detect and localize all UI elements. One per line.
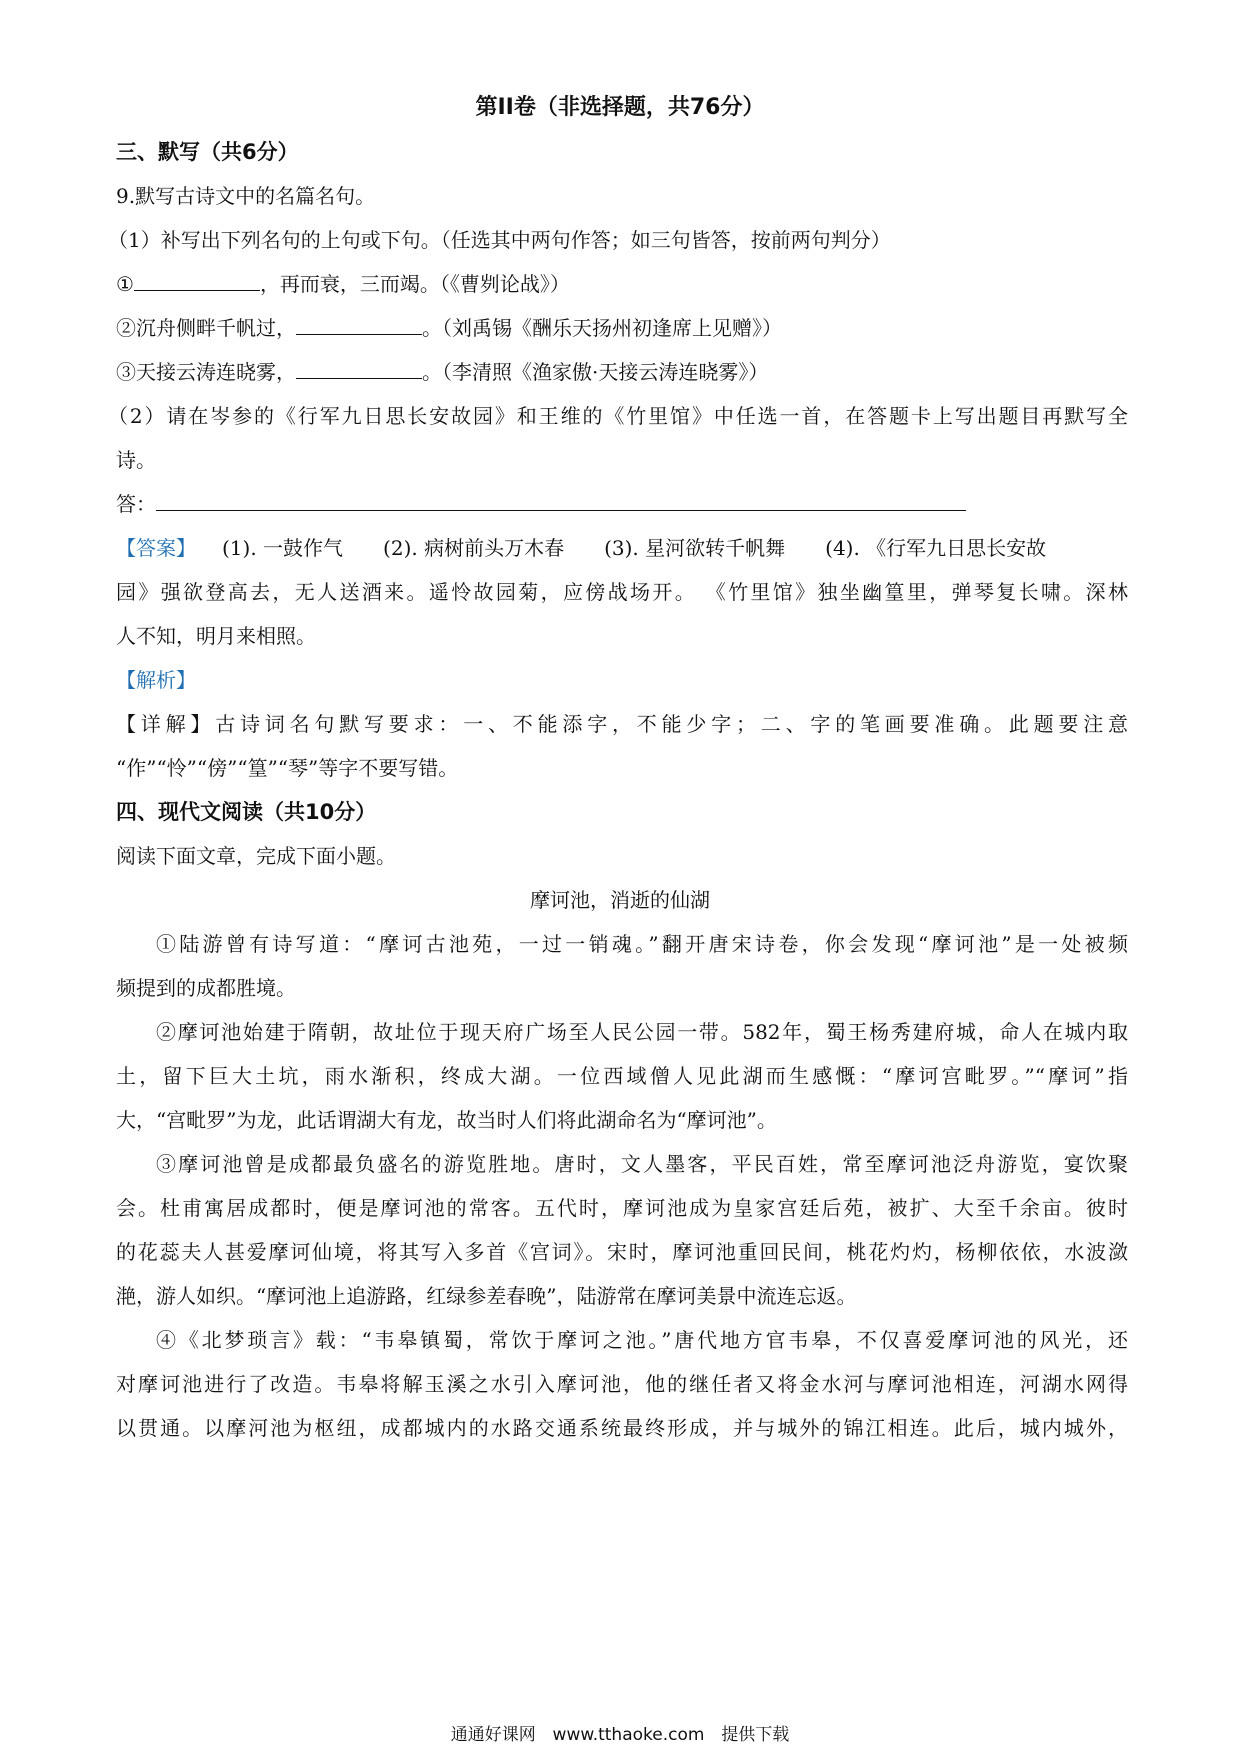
- fill-item-3-suffix: 。（李清照《渔家傲·天接云涛连晓雾》）: [422, 360, 769, 384]
- answer-1: (1). 一鼓作气: [222, 536, 344, 560]
- fill-blank-1[interactable]: [134, 272, 260, 291]
- article-line: 滟，游人如织。“摩诃池上追游路，红绿参差春晚”，陆游常在摩诃美景中流连忘返。: [116, 1284, 857, 1308]
- article-line: 的花蕊夫人甚爱摩诃仙境，将其写入多首《宫词》。宋时，摩诃池重回民间，桃花灼灼，杨柳依依，水波潋: [116, 1240, 1128, 1264]
- fill-item-2-prefix: ②沉舟侧畔千帆过，: [116, 316, 296, 340]
- detail-line-1: 【详解】古诗词名句默写要求：一、不能添字，不能少字；二、字的笔画要准确。此题要注意: [116, 712, 1128, 736]
- section-3-heading: 三、默写（共6分）: [116, 140, 299, 164]
- footer-url[interactable]: www.tthaoke.com: [552, 1725, 705, 1745]
- answer-3: (3). 星河欲转千帆舞: [604, 536, 786, 560]
- article-line: 土，留下巨大土坑，雨水渐积，终成大湖。一位西域僧人见此湖而生感慨：“摩诃宫毗罗。”“摩诃”指: [116, 1064, 1128, 1088]
- fill-item-2-suffix: 。（刘禹锡《酬乐天扬州初逢席上见赠》）: [422, 316, 782, 340]
- part-2-instruction-line1: （2）请在岑参的《行军九日思长安故园》和王维的《竹里馆》中任选一首，在答题卡上写出题目再默写全: [108, 404, 1128, 428]
- article-line: 大，“宫毗罗”为龙，此话谓湖大有龙，故当时人们将此湖命名为“摩诃池”。: [116, 1108, 777, 1132]
- reading-intro: 阅读下面文章，完成下面小题。: [116, 844, 396, 868]
- article-line: ②摩诃池始建于隋朝，故址位于现天府广场至人民公园一带。582年，蜀王杨秀建府城，命人在城内取: [156, 1020, 1128, 1044]
- fill-blank-2[interactable]: [296, 316, 422, 335]
- detail-line-2: “作”“怜”“傍”“篁”“琴”等字不要写错。: [116, 756, 459, 780]
- article-line: 频提到的成都胜境。: [116, 976, 296, 1000]
- answer-row-2: 园》强欲登高去，无人送酒来。遥怜故园菊，应傍战场开。 《竹里馆》独坐幽篁里，弹琴复长啸。深林: [116, 580, 1128, 604]
- answer-blank[interactable]: [156, 492, 966, 511]
- question-9: 9.默写古诗文中的名篇名句。: [116, 184, 376, 208]
- article-line: ③摩诃池曾是成都最负盛名的游览胜地。唐时，文人墨客，平民百姓，常至摩诃池泛舟游览，宴饮聚: [156, 1152, 1128, 1176]
- fill-item-3: [116, 360, 768, 384]
- answer-row-1: [116, 536, 1046, 560]
- article-line: 以贯通。以摩河池为枢纽，成都城内的水路交通系统最终形成，并与城外的锦江相连。此后，城内城外，: [116, 1416, 1128, 1440]
- answer-2: (2). 病树前头万木春: [383, 536, 565, 560]
- part-2-instruction-line2: 诗。: [116, 448, 156, 472]
- answer-4-start: (4). 《行军九日思长安故: [825, 536, 1047, 560]
- footer-site: 通通好课网: [450, 1725, 536, 1745]
- paper-title: 第II卷（非选择题，共76分）: [475, 95, 765, 120]
- article-line: ④《北梦琐言》载：“韦皋镇蜀，常饮于摩诃之池。”唐代地方官韦皋，不仅喜爱摩诃池的风光，还: [156, 1328, 1128, 1352]
- section-4-heading: 四、现代文阅读（共10分）: [116, 800, 377, 824]
- part-1-instruction: （1）补写出下列名句的上句或下句。（任选其中两句作答；如三句皆答，按前两句判分）: [108, 228, 891, 252]
- article-title: 摩诃池，消逝的仙湖: [530, 888, 710, 912]
- answer-line: [116, 492, 966, 516]
- article-line: 会。杜甫寓居成都时，便是摩诃池的常客。五代时，摩诃池成为皇家宫廷后苑，被扩、大至千余亩。彼时: [116, 1196, 1128, 1220]
- fill-item-1-prefix: ①: [116, 272, 134, 296]
- fill-item-3-prefix: ③天接云涛连晓雾，: [116, 360, 296, 384]
- answer-label: 答：: [116, 492, 156, 516]
- article-line: ①陆游曾有诗写道：“摩诃古池苑，一过一销魂。”翻开唐宋诗卷，你会发现“摩诃池”是一处被频: [156, 932, 1128, 956]
- answer-row-3: 人不知，明月来相照。: [116, 624, 316, 648]
- analysis-tag: 【解析】: [116, 668, 196, 692]
- answer-tag: 【答案】: [116, 536, 196, 560]
- fill-blank-3[interactable]: [296, 360, 422, 379]
- article-line: 对摩诃池进行了改造。韦皋将解玉溪之水引入摩诃池，他的继任者又将金水河与摩诃池相连，河湖水网得: [116, 1372, 1128, 1396]
- page-footer: [0, 1720, 1240, 1745]
- fill-item-2: [116, 316, 782, 340]
- footer-tail: 提供下载: [721, 1725, 790, 1745]
- fill-item-1-suffix: ，再而衰，三而竭。（《曹刿论战》）: [259, 272, 570, 296]
- fill-item-1: [116, 272, 570, 296]
